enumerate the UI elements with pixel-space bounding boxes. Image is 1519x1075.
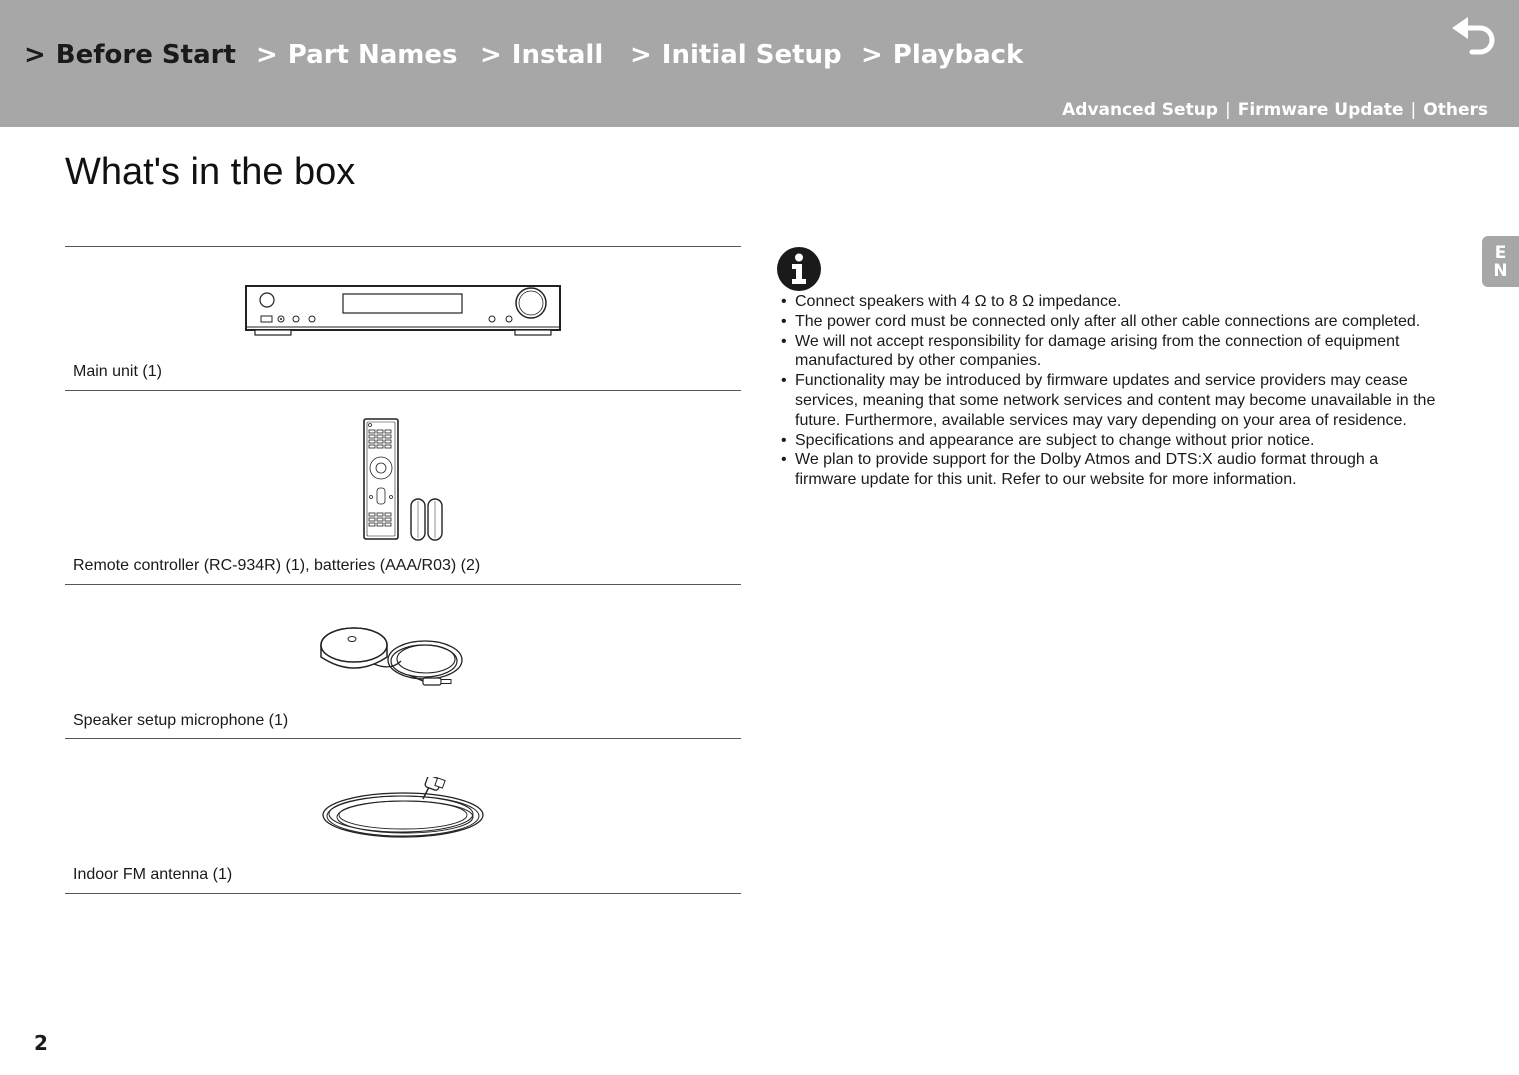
nav-playback[interactable] bbox=[861, 40, 1023, 70]
nav-label: Part Names bbox=[287, 40, 458, 70]
note-item: • We plan to provide support for the Dolby Atmos and DTS:X audio format through a firmware update for this unit. Refer to our website for more information. bbox=[781, 450, 1441, 490]
back-button[interactable] bbox=[1448, 14, 1500, 58]
item-label: Main unit (1) bbox=[73, 363, 162, 380]
nav-install[interactable] bbox=[480, 40, 603, 70]
fm-antenna-illustration bbox=[319, 777, 489, 843]
return-arrow-icon bbox=[1448, 14, 1500, 58]
nav-label: Install bbox=[511, 40, 604, 70]
sub-nav-advanced-setup[interactable]: Advanced Setup bbox=[1062, 100, 1218, 120]
language-letter: E bbox=[1494, 242, 1507, 263]
sub-nav-separator: | bbox=[1224, 100, 1231, 120]
main-unit-illustration bbox=[243, 283, 563, 339]
page-number: 2 bbox=[34, 1031, 48, 1055]
sub-nav-firmware-update[interactable]: Firmware Update bbox=[1237, 100, 1404, 120]
remote-controller-illustration bbox=[361, 417, 451, 543]
item-label: Remote controller (RC-934R) (1), batteries (AAA/R03) (2) bbox=[73, 557, 481, 574]
item-label: Indoor FM antenna (1) bbox=[73, 866, 233, 883]
info-icon bbox=[776, 246, 822, 292]
note-item: • Specifications and appearance are subject to change without prior notice. bbox=[781, 431, 1441, 451]
nav-arrow: > bbox=[861, 40, 883, 70]
nav-before-start[interactable] bbox=[24, 40, 236, 70]
nav-label: Playback bbox=[892, 40, 1024, 70]
nav-arrow: > bbox=[480, 40, 502, 70]
page-title: What's in the box bbox=[65, 151, 356, 193]
language-tab[interactable] bbox=[1482, 236, 1519, 287]
header-bar bbox=[0, 0, 1519, 127]
note-item: • Connect speakers with 4 Ω to 8 Ω impedance. bbox=[781, 292, 1441, 312]
sub-nav bbox=[1062, 100, 1488, 120]
sub-nav-others[interactable]: Others bbox=[1423, 100, 1488, 120]
sub-nav-separator: | bbox=[1410, 100, 1417, 120]
note-item: • The power cord must be connected only after all other cable connections are completed. bbox=[781, 312, 1441, 332]
box-contents-list bbox=[65, 246, 741, 894]
nav-arrow: > bbox=[24, 40, 46, 70]
box-item-indoor-fm-antenna bbox=[65, 738, 741, 894]
language-letter: N bbox=[1493, 260, 1508, 281]
notes-list bbox=[781, 292, 1441, 490]
nav-label: Before Start bbox=[55, 40, 236, 70]
note-item: • Functionality may be introduced by firmware updates and service providers may cease services, meaning that some network services and content may become unavailable in the future. Furthermore, available services may vary depending on your area of residence. bbox=[781, 371, 1441, 430]
box-item-speaker-setup-microphone bbox=[65, 584, 741, 738]
item-label: Speaker setup microphone (1) bbox=[73, 712, 289, 729]
nav-initial-setup[interactable] bbox=[630, 40, 842, 70]
nav-arrow: > bbox=[256, 40, 278, 70]
nav-label: Initial Setup bbox=[661, 40, 842, 70]
box-item-remote-controller bbox=[65, 390, 741, 584]
microphone-illustration bbox=[319, 621, 467, 691]
nav-arrow: > bbox=[630, 40, 652, 70]
box-item-main-unit bbox=[65, 246, 741, 390]
nav-part-names[interactable] bbox=[256, 40, 458, 70]
note-item: • We will not accept responsibility for damage arising from the connection of equipment manufactured by other companies. bbox=[781, 332, 1441, 372]
